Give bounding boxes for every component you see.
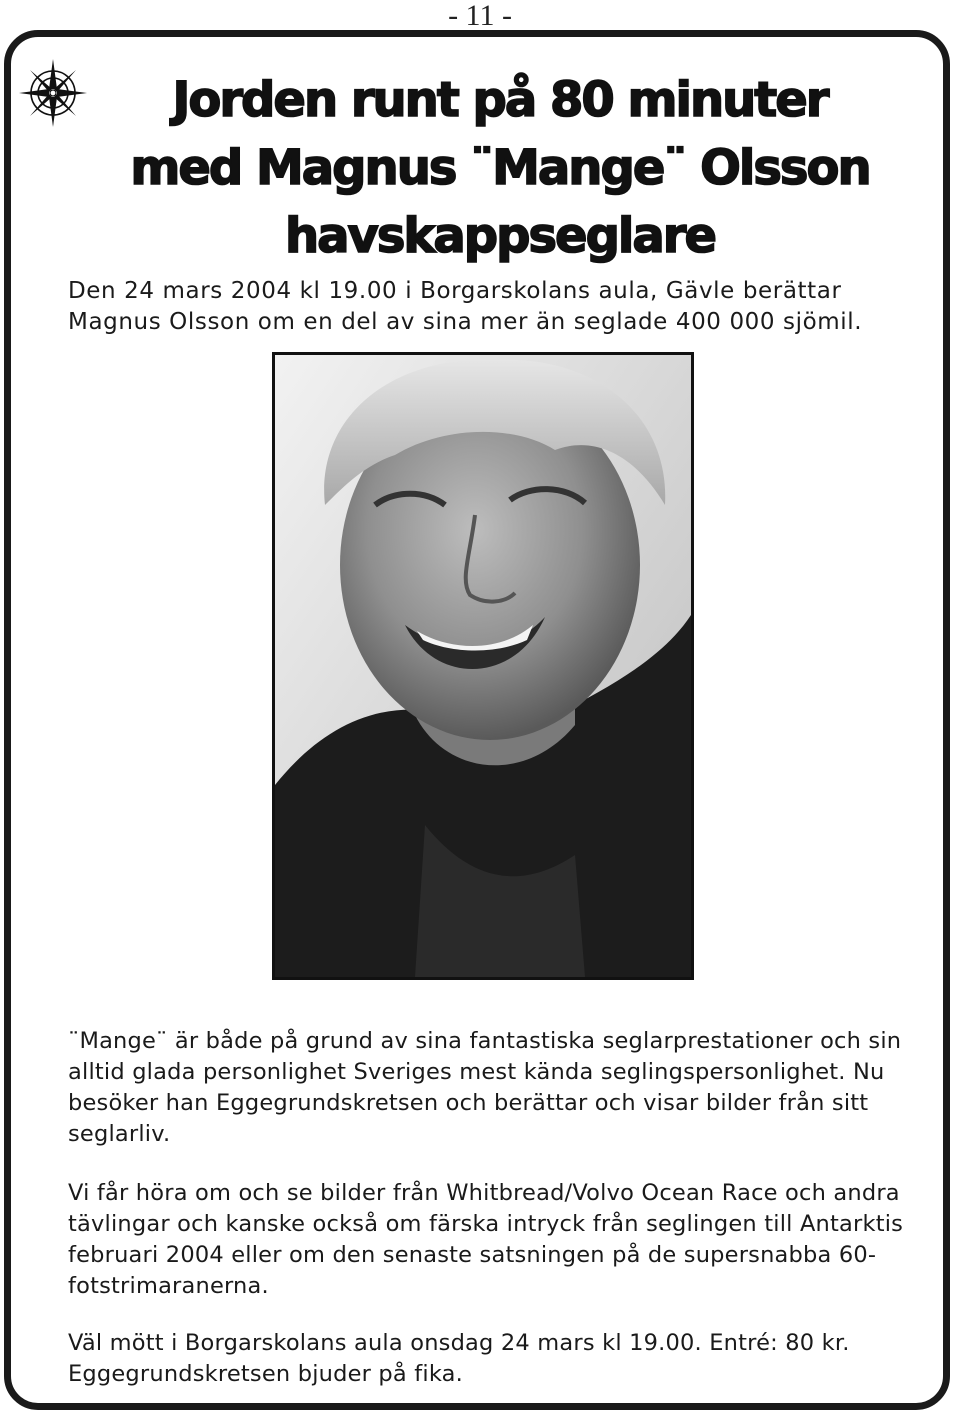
event-intro [68,276,918,338]
headline-line-2: med Magnus ¨Mange¨ Olsson [130,140,870,196]
portrait-photo [272,352,694,980]
headline [70,66,930,270]
headline-line-1: Jorden runt på 80 minuter [172,72,828,128]
portrait-illustration [275,355,691,977]
page-number: - 11 - [448,0,512,32]
paragraph-about: ¨Mange¨ är både på grund av sina fantastiska seglarprestationer och sin alltid glada personlighet Sveriges mest kända seglingspersonlighet. Nu besöker han Eggegrundskretsen och berättar och visar bilder från sitt seglarliv. [68,1028,902,1147]
paragraph-invitation: Väl mött i Borgarskolans aula onsdag 24 mars kl 19.00. Entré: 80 kr. Eggegrundskretsen bjuder på fika. [68,1330,850,1387]
intro-line-2: Magnus Olsson om en del av sina mer än seglade 400 000 sjömil. [68,309,863,335]
headline-line-3: havskappseglare [284,208,715,264]
paragraph-topics: Vi får höra om och se bilder från Whitbread/Volvo Ocean Race och andra tävlingar och kanske också om färska intryck från seglingen till Antarktis februari 2004 eller om den senaste satsningen på de supersnabba 60-fotstrimaranerna. [68,1180,904,1299]
intro-line-1: Den 24 mars 2004 kl 19.00 i Borgarskolans aula, Gävle berättar [68,278,842,304]
